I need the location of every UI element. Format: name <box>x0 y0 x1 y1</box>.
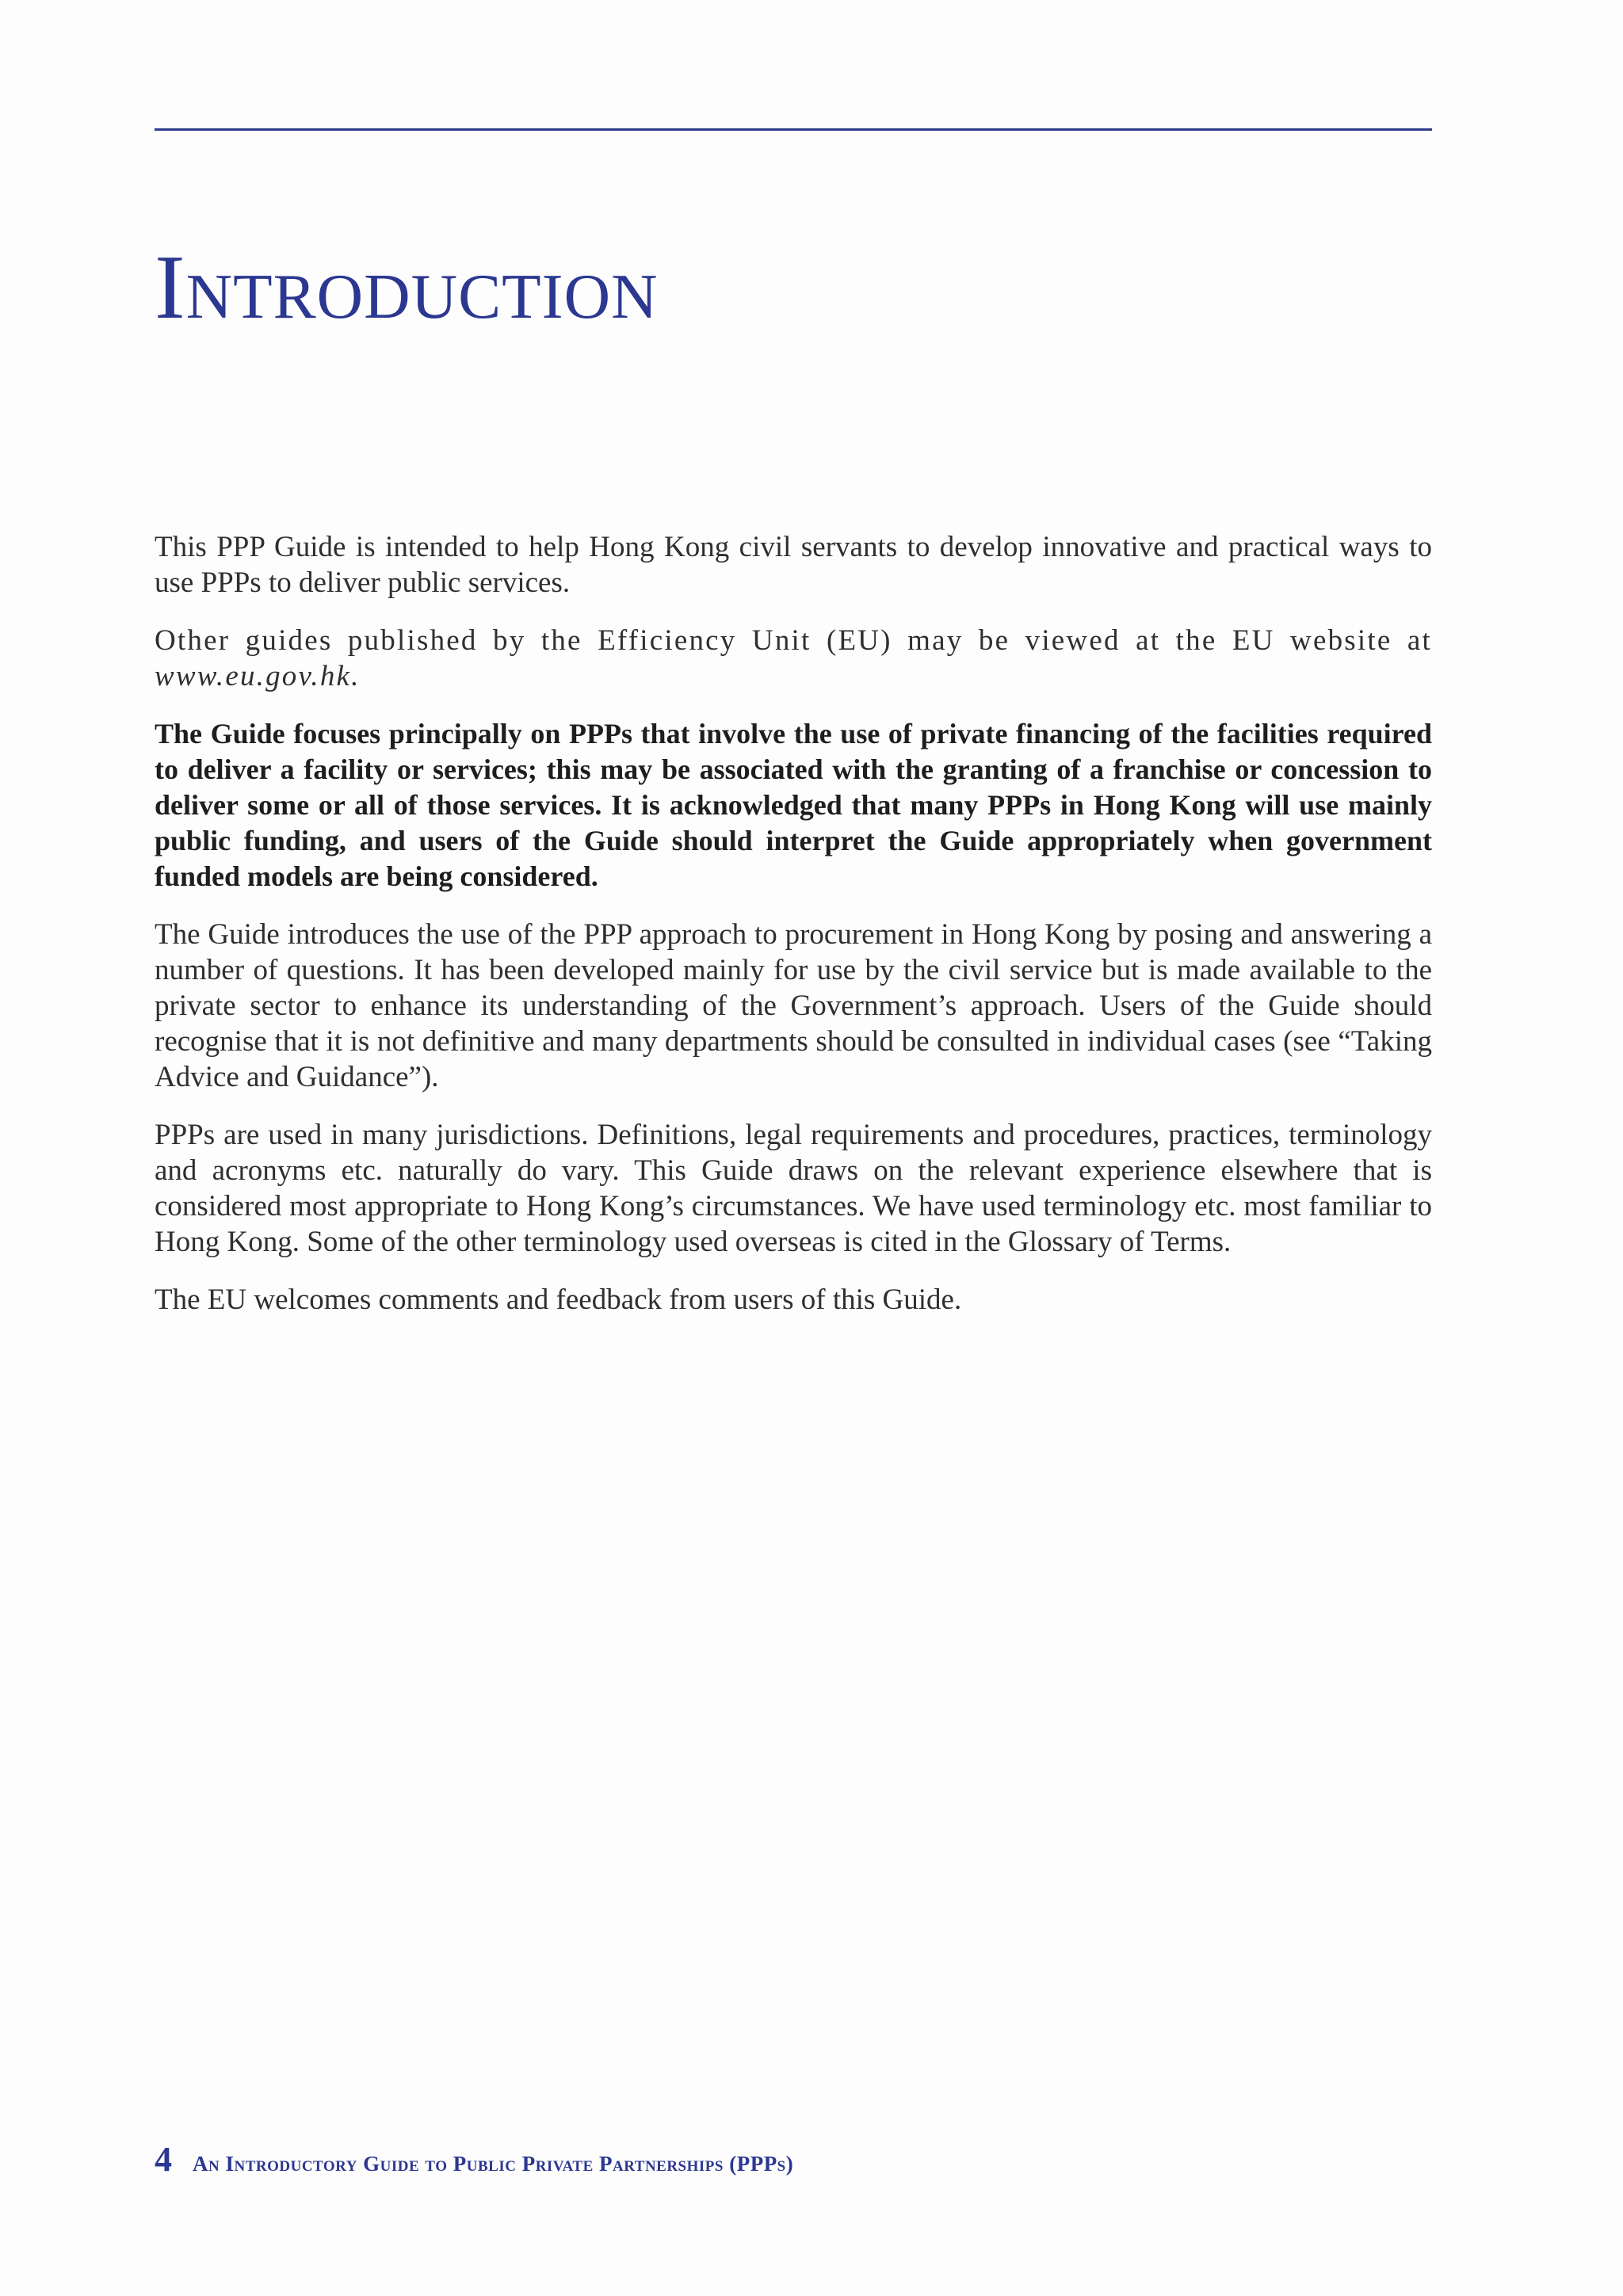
paragraph-approach: The Guide introduces the use of the PPP approach to procurement in Hong Kong by posing and answering a number of questions. It has been developed mainly for use by the civil service but is made available to the private sector to enhance its understanding of the Government’s approach. Users of the Guide should recognise that it is not definitive and many departments should be consulted in individual cases (see “Taking Advice and Guidance”). <box>155 918 1432 1093</box>
body-text <box>155 529 1432 1340</box>
page-number: 4 <box>155 2140 172 2179</box>
paragraph-jurisdictions: PPPs are used in many jurisdictions. Definitions, legal requirements and procedures, practices, terminology and acronyms etc. naturally do vary. This Guide draws on the relevant experience elsewhere that is considered most appropriate to Hong Kong’s circumstances. We have used terminology etc. most familiar to Hong Kong. Some of the other terminology used overseas is cited in the Glossary of Terms. <box>155 1119 1432 1258</box>
page-footer <box>155 2139 793 2180</box>
running-title: An Introductory Guide to Public Private Partnerships (PPPs) <box>193 2152 794 2176</box>
paragraph-feedback: The EU welcomes comments and feedback from users of this Guide. <box>155 1283 962 1316</box>
paragraph-purpose: This PPP Guide is intended to help Hong Kong civil servants to develop innovative and practical ways to use PPPs to deliver public services. <box>155 531 1432 599</box>
paragraph-other-guides <box>155 623 1432 694</box>
paragraph-focus: The Guide focuses principally on PPPs that involve the use of private financing of the facilities required to deliver a facility or services; this may be associated with the granting of a franchise or concession to deliver some or all of those services. It is acknowledged that many PPPs in Hong Kong will use mainly public funding, and users of the Guide should interpret the Guide appropriately when government funded models are being considered. <box>155 718 1432 892</box>
header-rule <box>155 128 1432 131</box>
page-title: Introduction <box>155 237 659 338</box>
other-guides-text: Other guides published by the Efficiency Unit (EU) may be viewed at the EU website at <box>155 624 1432 657</box>
eu-website-link[interactable]: www.eu.gov.hk. <box>155 660 361 692</box>
